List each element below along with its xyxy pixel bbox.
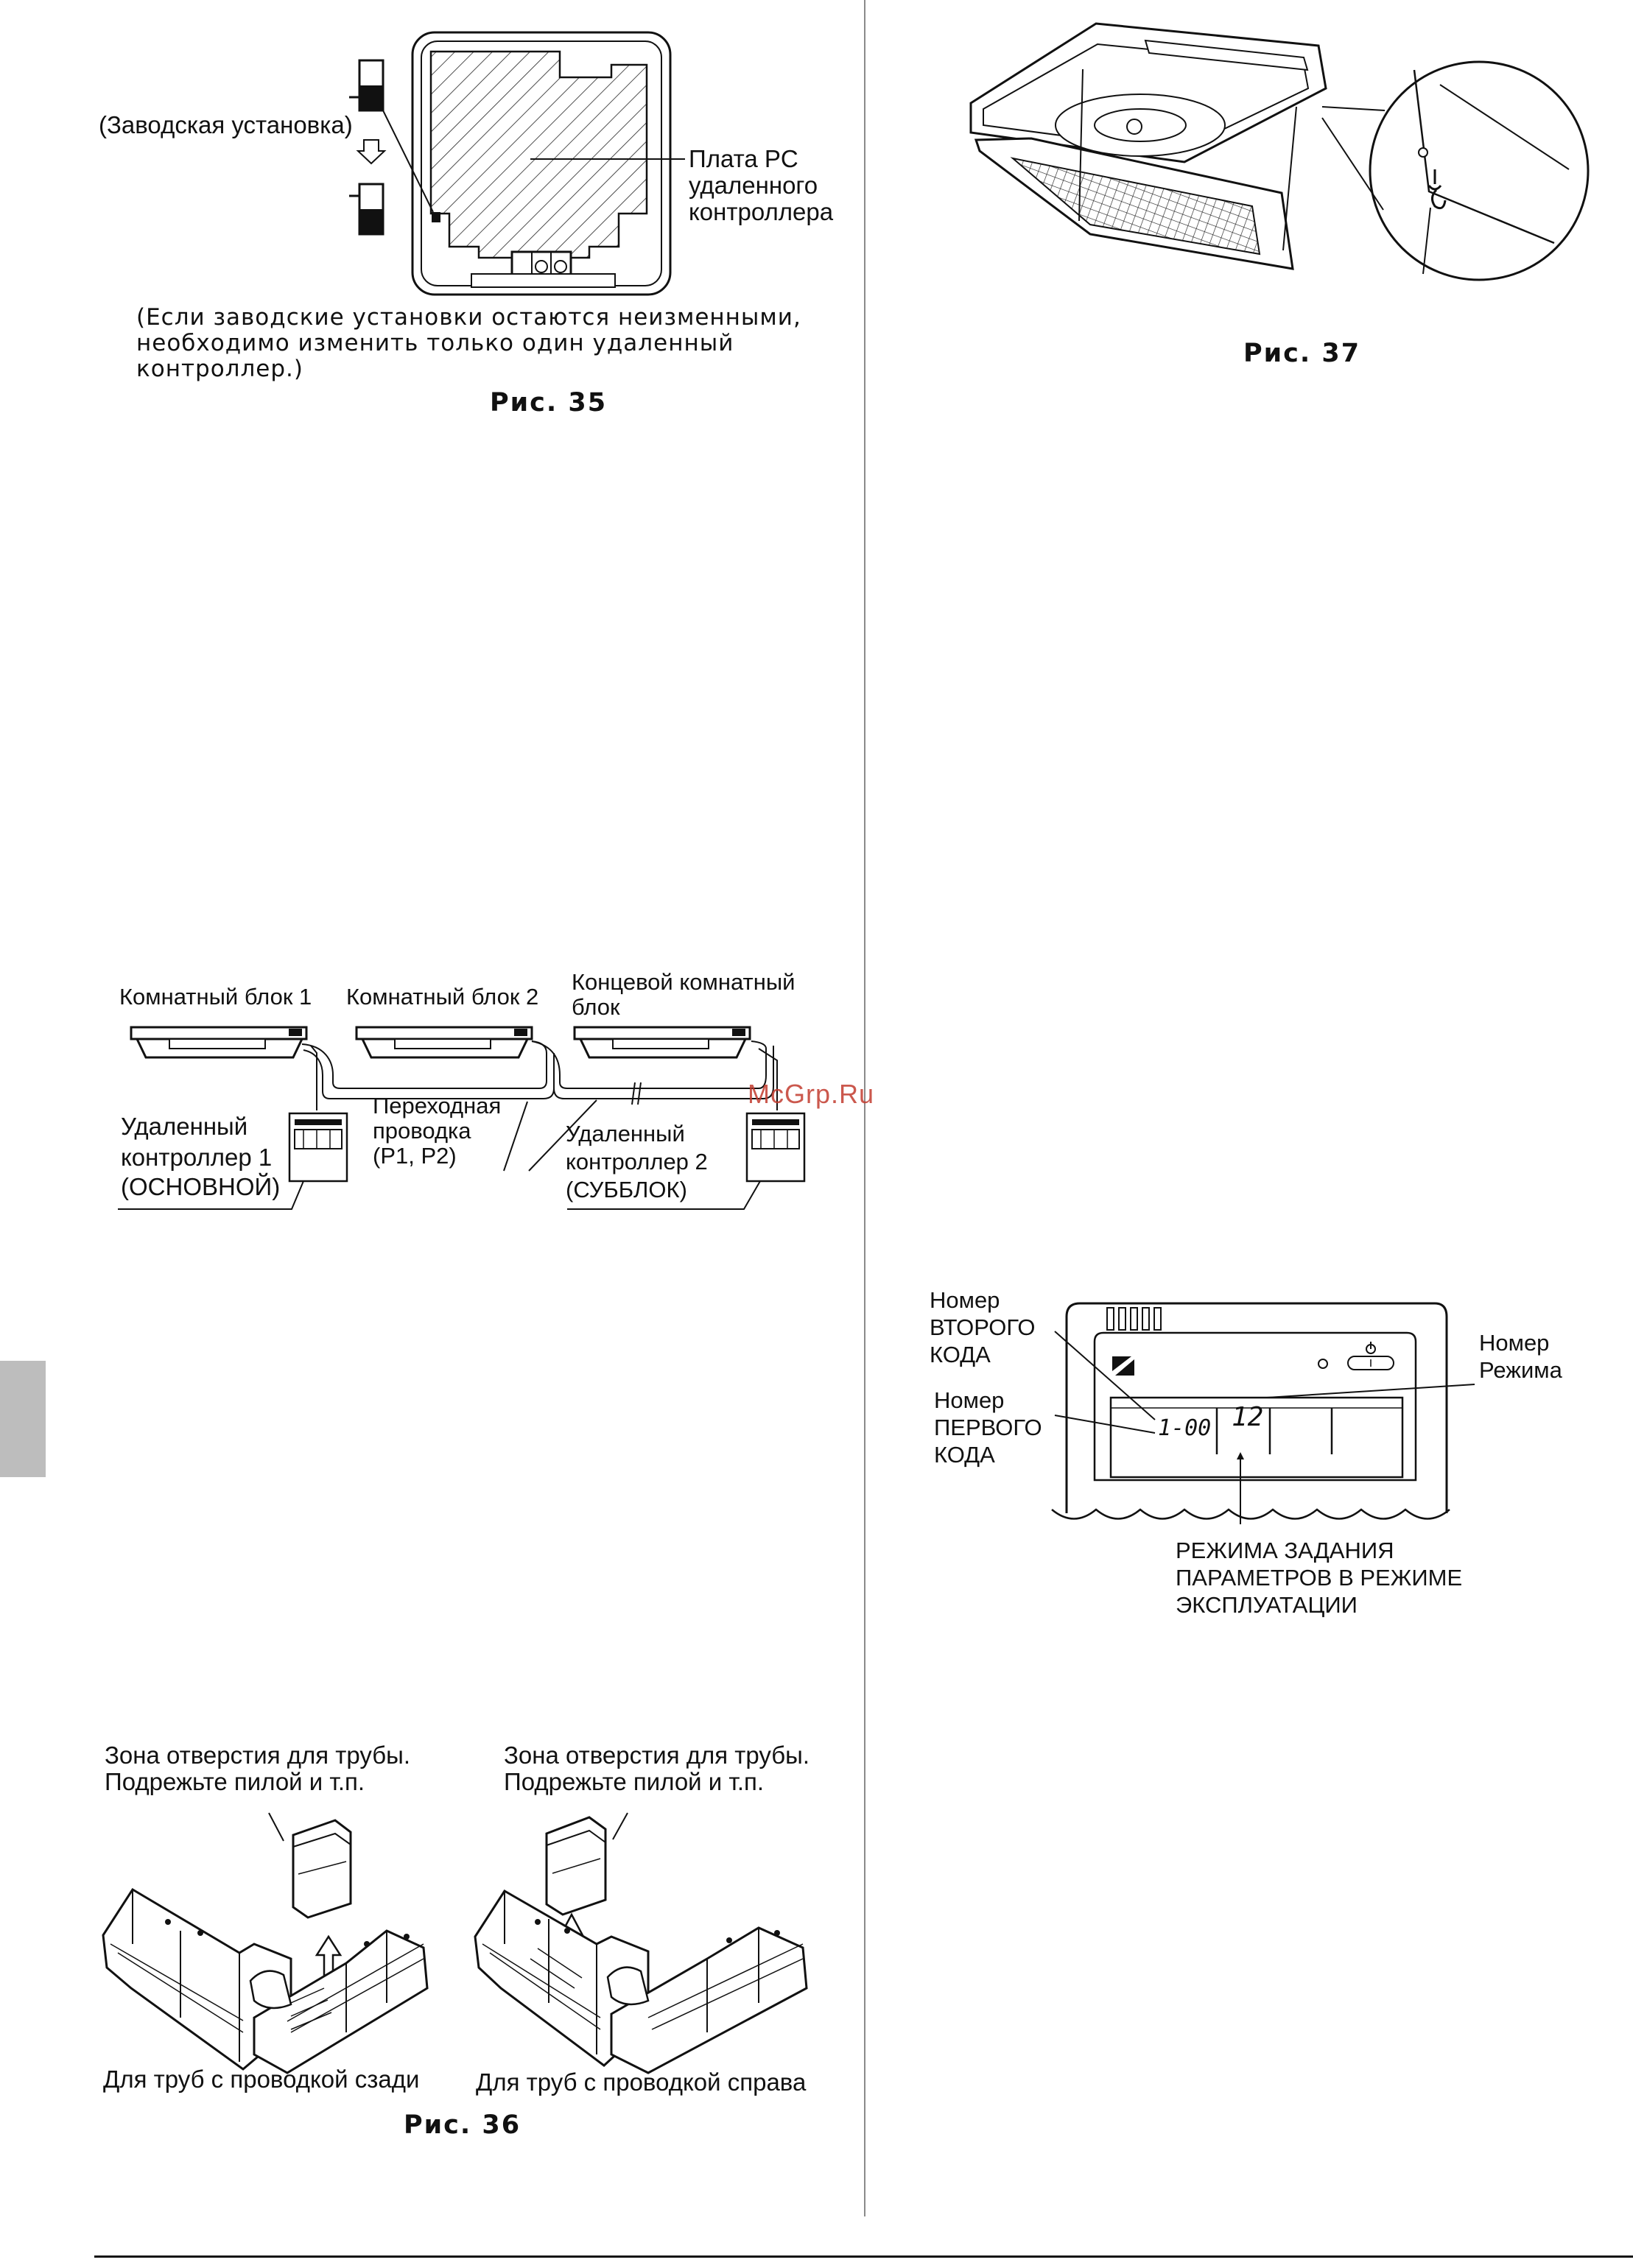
first-code-label-line3: КОДА: [934, 1442, 995, 1468]
pcb-label-line3: контроллера: [689, 198, 834, 225]
fig36-right-note-line2: Подрежьте пилой и т.п.: [504, 1768, 765, 1795]
operation-mode-label-line1: РЕЖИМА ЗАДАНИЯ: [1176, 1538, 1394, 1563]
rc2-label-line3: (СУББЛОК): [566, 1177, 687, 1202]
transition-wiring-line1: Переходная: [373, 1093, 502, 1119]
lcd-mode-number: 12: [1232, 1402, 1264, 1432]
first-code-label-line1: Номер: [934, 1387, 1005, 1413]
watermark: McGrp.Ru: [748, 1079, 875, 1109]
end-unit-label-line1: Концевой комнатный: [572, 969, 796, 995]
rc2-label-line1: Удаленный: [566, 1121, 685, 1147]
end-unit-label-line2: блок: [572, 994, 620, 1020]
indoor-unit-2-label: Комнатный блок 2: [346, 984, 539, 1010]
fig35-note-line3: контроллер.): [136, 356, 303, 382]
operation-mode-label-line2: ПАРАМЕТРОВ В РЕЖИМЕ: [1176, 1565, 1463, 1591]
fig36-right-caption-text: Для труб с проводкой справа: [476, 2068, 807, 2096]
factory-setting-label: (Заводская установка): [99, 111, 353, 138]
fig36-left-note-line1: Зона отверстия для трубы.: [105, 1742, 411, 1769]
fig36-caption: Рис. 36: [404, 2110, 521, 2140]
fig35-note-line2: необходимо изменить только один удаленный: [136, 330, 734, 356]
second-code-label-line3: КОДА: [930, 1342, 991, 1367]
fig36-right-assembly: [475, 1813, 807, 2073]
transition-wiring-line2: проводка: [373, 1118, 471, 1144]
rc1-label-line1: Удаленный: [121, 1113, 248, 1140]
fig36-left-caption-text: Для труб с проводкой сзади: [103, 2066, 420, 2093]
fig36-right-note-line1: Зона отверстия для трубы.: [504, 1742, 810, 1769]
operation-mode-label-line3: ЭКСПЛУАТАЦИИ: [1176, 1592, 1358, 1618]
transition-wiring-line3: (P1, P2): [373, 1143, 457, 1169]
fig36-left-note-line2: Подрежьте пилой и т.п.: [105, 1768, 365, 1795]
fig35-note-line1: (Если заводские установки остаются неизменными,: [136, 304, 801, 331]
second-code-label-line2: ВТОРОГО: [930, 1314, 1036, 1340]
indoor-unit-1-label: Комнатный блок 1: [119, 984, 312, 1010]
fig36-left-assembly: [103, 1813, 427, 2073]
fig35-caption: Рис. 35: [490, 388, 608, 418]
mode-number-label-line2: Режима: [1479, 1357, 1562, 1383]
rc2-label-line2: контроллер 2: [566, 1149, 708, 1174]
pcb-label-line1: Плата PC: [689, 145, 798, 172]
mode-number-label-line1: Номер: [1479, 1330, 1550, 1356]
first-code-label-line2: ПЕРВОГО: [934, 1415, 1042, 1440]
fig37-caption: Рис. 37: [1243, 339, 1361, 368]
rc1-label-line3: (ОСНОВНОЙ): [121, 1173, 281, 1200]
second-code-label-line1: Номер: [930, 1287, 1000, 1313]
pcb-label-line2: удаленного: [689, 172, 818, 199]
lcd-first-code: 1-00: [1158, 1415, 1212, 1441]
rc1-label-line2: контроллер 1: [121, 1144, 273, 1171]
